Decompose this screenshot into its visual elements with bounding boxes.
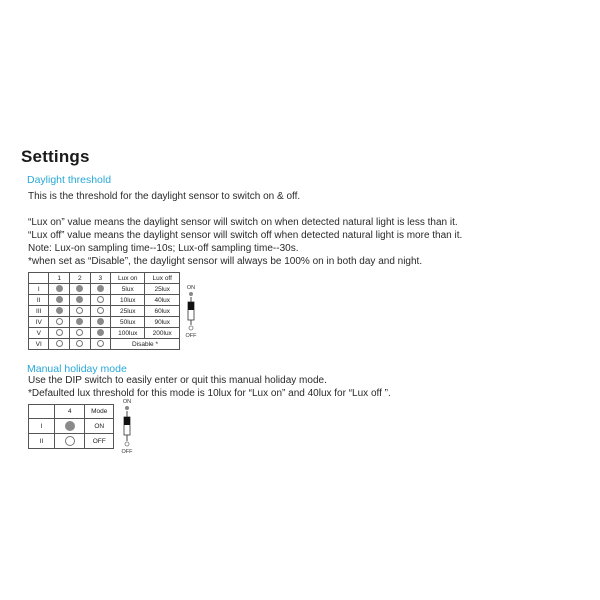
dip-indicator bbox=[76, 318, 83, 325]
table-row bbox=[29, 284, 180, 295]
dip-indicator bbox=[76, 340, 83, 347]
dip-indicator bbox=[97, 318, 104, 325]
mode-value: ON bbox=[85, 419, 114, 434]
header-cell: 1 bbox=[49, 273, 70, 284]
lux-on-value: 25lux bbox=[111, 306, 145, 317]
header-cell: Lux off bbox=[145, 273, 180, 284]
dip-indicator bbox=[97, 329, 104, 336]
disable-note: *when set as “Disable”, the daylight sensor will always be 100% on in both day and night. bbox=[28, 256, 423, 267]
header-cell: 3 bbox=[90, 273, 111, 284]
table-row bbox=[29, 419, 114, 434]
disable-value: Disable * bbox=[111, 339, 180, 350]
table-row bbox=[29, 328, 180, 339]
dip-indicator bbox=[56, 307, 63, 314]
header-cell: 2 bbox=[70, 273, 91, 284]
lux-off-value: 90lux bbox=[145, 317, 180, 328]
dip-switch-icon bbox=[119, 405, 135, 447]
dip-indicator bbox=[56, 340, 63, 347]
row-id: II bbox=[29, 434, 55, 449]
lux-threshold-table bbox=[28, 272, 180, 350]
dip-indicator bbox=[65, 436, 75, 446]
row-id: III bbox=[29, 306, 49, 317]
manual-holiday-heading: Manual holiday mode bbox=[27, 363, 127, 375]
header-cell bbox=[29, 405, 55, 419]
switch-on-label: ON bbox=[122, 399, 132, 405]
dip-indicator bbox=[65, 421, 75, 431]
row-id: I bbox=[29, 284, 49, 295]
header-cell: Mode bbox=[85, 405, 114, 419]
dip-switch-icon bbox=[183, 291, 199, 331]
header-cell: 4 bbox=[55, 405, 85, 419]
table-row bbox=[29, 317, 180, 328]
lux-on-value: 100lux bbox=[111, 328, 145, 339]
dip-indicator bbox=[56, 285, 63, 292]
table-row bbox=[29, 434, 114, 449]
lux-on-value: 50lux bbox=[111, 317, 145, 328]
lux-off-explanation: “Lux off” value means the daylight sensor will switch off when detected natural light is more than it. bbox=[28, 230, 463, 241]
row-id: VI bbox=[29, 339, 49, 350]
dip-switch-diagram bbox=[183, 285, 199, 339]
lux-off-value: 40lux bbox=[145, 295, 180, 306]
table-header-row bbox=[29, 273, 180, 284]
manual-description: Use the DIP switch to easily enter or quit this manual holiday mode. bbox=[28, 375, 327, 386]
dip-indicator bbox=[76, 329, 83, 336]
daylight-threshold-heading: Daylight threshold bbox=[27, 174, 112, 186]
sampling-note: Note: Lux-on sampling time--10s; Lux-off sampling time--30s. bbox=[28, 243, 299, 254]
lux-off-value: 200lux bbox=[145, 328, 180, 339]
dip-indicator bbox=[76, 296, 83, 303]
page-title: Settings bbox=[21, 147, 90, 166]
mode-value: OFF bbox=[85, 434, 114, 449]
dip-indicator bbox=[97, 285, 104, 292]
header-cell: Lux on bbox=[111, 273, 145, 284]
table-row bbox=[29, 339, 180, 350]
dip-indicator bbox=[76, 307, 83, 314]
switch-off-label: OFF bbox=[121, 449, 133, 455]
manual-mode-table bbox=[28, 404, 114, 449]
dip-indicator bbox=[56, 318, 63, 325]
switch-on-label: ON bbox=[186, 285, 196, 291]
dip-switch-diagram bbox=[119, 399, 135, 455]
header-cell bbox=[29, 273, 49, 284]
row-id: II bbox=[29, 295, 49, 306]
dip-indicator bbox=[56, 296, 63, 303]
dip-indicator bbox=[56, 329, 63, 336]
switch-off-label: OFF bbox=[185, 333, 197, 339]
lux-on-explanation: “Lux on” value means the daylight sensor will switch on when detected natural light is less than it. bbox=[28, 217, 458, 228]
dip-indicator bbox=[97, 307, 104, 314]
table-header-row bbox=[29, 405, 114, 419]
table-row bbox=[29, 306, 180, 317]
lux-on-value: 10lux bbox=[111, 295, 145, 306]
lux-off-value: 60lux bbox=[145, 306, 180, 317]
row-id: V bbox=[29, 328, 49, 339]
daylight-description: This is the threshold for the daylight sensor to switch on & off. bbox=[28, 191, 301, 202]
lux-off-value: 25lux bbox=[145, 284, 180, 295]
dip-indicator bbox=[76, 285, 83, 292]
dip-indicator bbox=[97, 296, 104, 303]
manual-default-note: *Defaulted lux threshold for this mode is 10lux for “Lux on” and 40lux for “Lux off ”. bbox=[28, 388, 391, 399]
lux-on-value: 5lux bbox=[111, 284, 145, 295]
row-id: IV bbox=[29, 317, 49, 328]
dip-indicator bbox=[97, 340, 104, 347]
table-row bbox=[29, 295, 180, 306]
row-id: I bbox=[29, 419, 55, 434]
